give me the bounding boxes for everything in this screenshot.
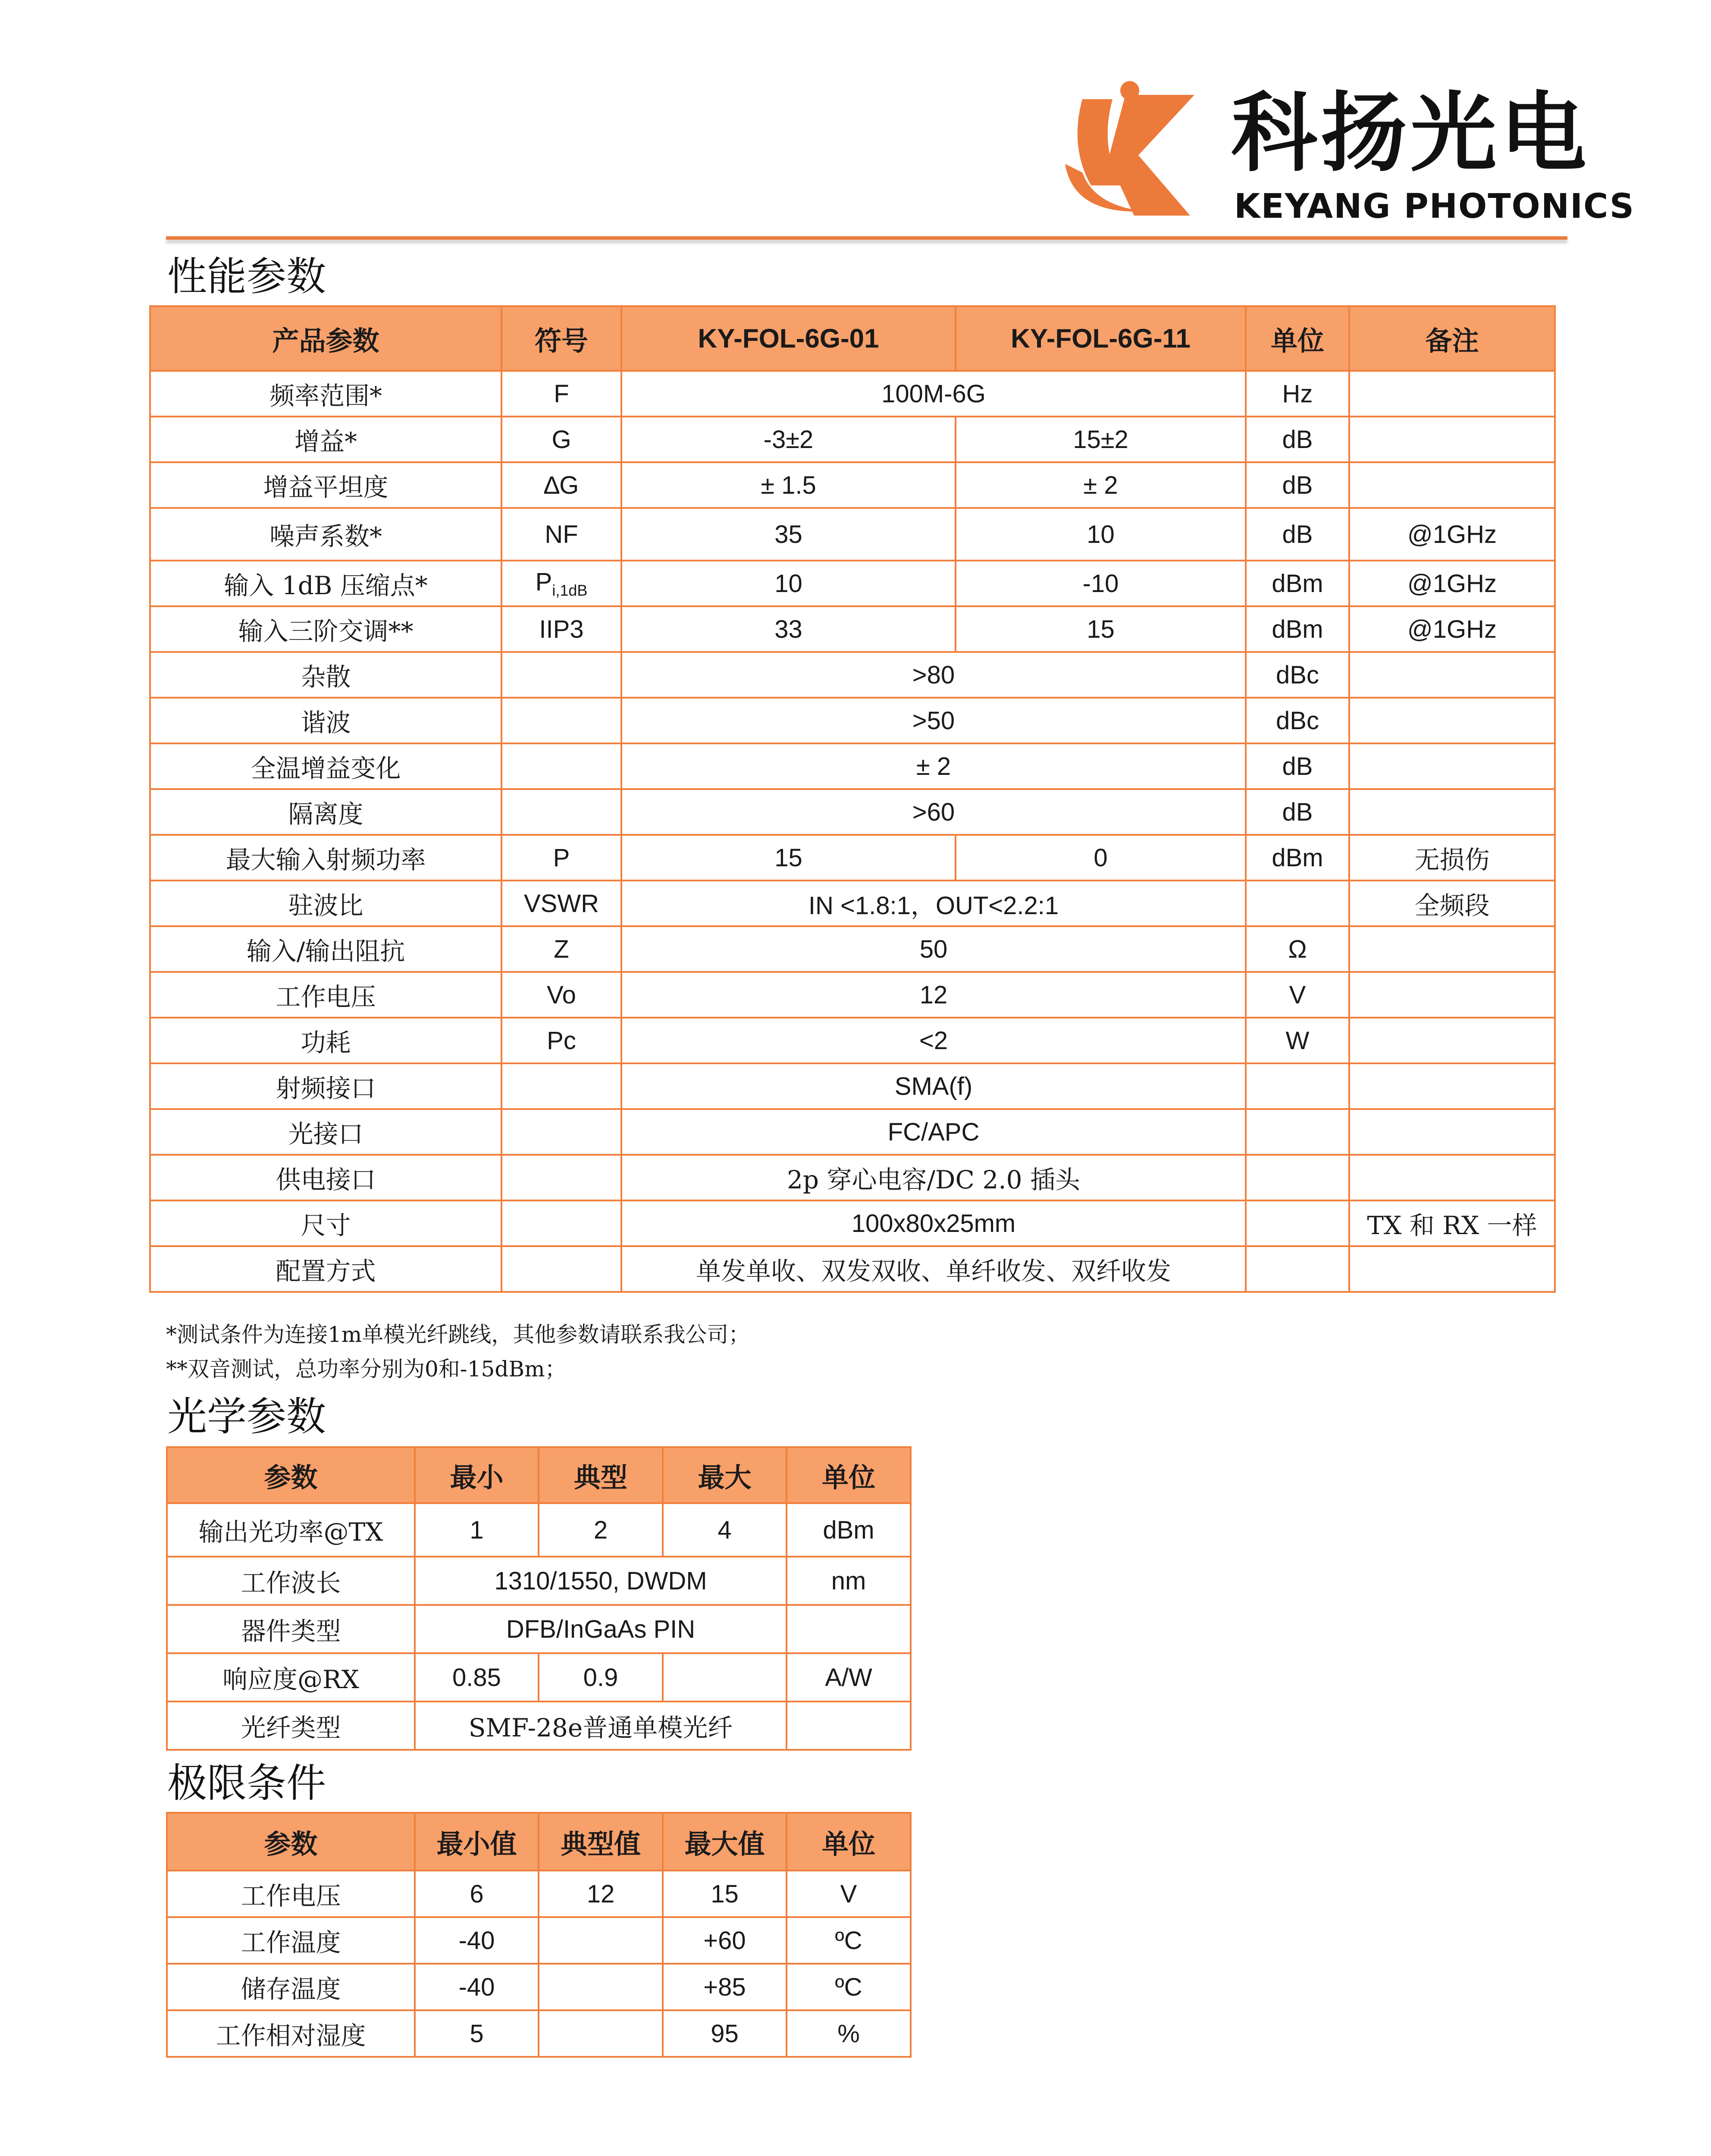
optical-row [167, 1702, 911, 1750]
param-cell: 噪声系数* [150, 508, 501, 561]
symbol-cell [501, 1063, 621, 1109]
param-cell: 工作波长 [167, 1557, 415, 1605]
unit-cell: dB [1246, 789, 1349, 835]
param-cell: 工作电压 [150, 972, 501, 1018]
performance-table [149, 305, 1556, 1293]
value-cell: 0.85 [415, 1653, 539, 1702]
performance-row [150, 652, 1555, 698]
symbol-cell: Z [501, 926, 621, 972]
value-cell: 95 [663, 2010, 787, 2057]
value-cell: 10 [621, 561, 956, 606]
note-cell [1349, 1018, 1555, 1063]
unit-cell: dB [1246, 508, 1349, 561]
value-cell: -10 [956, 561, 1246, 606]
unit-cell: nm [787, 1557, 911, 1605]
unit-cell: dBm [1246, 561, 1349, 606]
param-cell: 工作温度 [167, 1917, 415, 1964]
unit-cell: dB [1246, 743, 1349, 789]
unit-cell [787, 1605, 911, 1653]
value-cell [663, 1653, 787, 1702]
unit-cell: dB [1246, 417, 1349, 462]
symbol-cell: G [501, 417, 621, 462]
value-cell: IN <1.8:1，OUT<2.2:1 [621, 881, 1246, 926]
header-cell: 符号 [501, 306, 621, 371]
performance-row [150, 743, 1555, 789]
note-cell: @1GHz [1349, 606, 1555, 652]
value-cell: <2 [621, 1018, 1246, 1063]
limits-title: 极限条件 [167, 1760, 326, 1806]
header-cell: 最大值 [663, 1813, 787, 1871]
note-cell [1349, 1155, 1555, 1200]
value-cell: -40 [415, 1917, 539, 1964]
performance-row [150, 698, 1555, 743]
header-cell: 参数 [167, 1447, 415, 1503]
param-cell: 功耗 [150, 1018, 501, 1063]
value-cell: 15 [956, 606, 1246, 652]
unit-cell: V [787, 1871, 911, 1917]
optical-table [166, 1446, 912, 1751]
value-cell [539, 1917, 663, 1964]
header-cell: 最大 [663, 1447, 787, 1503]
unit-cell: dBc [1246, 652, 1349, 698]
limits-table [166, 1812, 912, 2058]
unit-cell [1246, 881, 1349, 926]
param-cell: 隔离度 [150, 789, 501, 835]
performance-row [150, 508, 1555, 561]
unit-cell: % [787, 2010, 911, 2057]
value-cell: +60 [663, 1917, 787, 1964]
header-cell: KY-FOL-6G-11 [956, 306, 1246, 371]
value-cell: FC/APC [621, 1109, 1246, 1155]
param-cell: 工作相对湿度 [167, 2010, 415, 2057]
company-logo [1056, 73, 1238, 229]
header-cell: 参数 [167, 1813, 415, 1871]
header-cell: 单位 [787, 1447, 911, 1503]
header-cell: 最小 [415, 1447, 539, 1503]
unit-cell: Hz [1246, 371, 1349, 417]
performance-row [150, 1155, 1555, 1200]
symbol-cell: F [501, 371, 621, 417]
header-cell: 单位 [787, 1813, 911, 1871]
note-cell [1349, 1063, 1555, 1109]
value-cell: 0 [956, 835, 1246, 881]
param-cell: 响应度@RX [167, 1653, 415, 1702]
value-cell: 6 [415, 1871, 539, 1917]
performance-row [150, 789, 1555, 835]
header-divider [166, 236, 1567, 240]
note-cell [1349, 1109, 1555, 1155]
symbol-cell [501, 698, 621, 743]
performance-row [150, 972, 1555, 1018]
unit-cell: W [1246, 1018, 1349, 1063]
note-cell [1349, 743, 1555, 789]
optical-row [167, 1557, 911, 1605]
value-cell: SMA(f) [621, 1063, 1246, 1109]
note-cell: @1GHz [1349, 508, 1555, 561]
performance-header-row [150, 306, 1555, 371]
value-cell: >60 [621, 789, 1246, 835]
unit-cell: dBm [1246, 606, 1349, 652]
limits-header-row [167, 1813, 911, 1871]
optical-header-row [167, 1447, 911, 1503]
unit-cell: ºC [787, 1964, 911, 2010]
param-cell: 最大输入射频功率 [150, 835, 501, 881]
param-cell: 输入 1dB 压缩点* [150, 561, 501, 606]
param-cell: 器件类型 [167, 1605, 415, 1653]
value-cell: DFB/InGaAs PIN [415, 1605, 787, 1653]
unit-cell: dBc [1246, 698, 1349, 743]
performance-row [150, 606, 1555, 652]
optical-row [167, 1653, 911, 1702]
value-cell [539, 2010, 663, 2057]
symbol-cell [501, 789, 621, 835]
unit-cell: dBm [787, 1503, 911, 1557]
unit-cell [1246, 1246, 1349, 1292]
performance-row [150, 1246, 1555, 1292]
value-cell: ± 1.5 [621, 462, 956, 508]
limits-row [167, 2010, 911, 2057]
value-cell: 单发单收、双发双收、单纤收发、双纤收发 [621, 1246, 1246, 1292]
param-cell: 配置方式 [150, 1246, 501, 1292]
performance-row [150, 835, 1555, 881]
symbol-cell [501, 743, 621, 789]
symbol-cell [501, 1109, 621, 1155]
unit-cell: V [1246, 972, 1349, 1018]
header-cell: 备注 [1349, 306, 1555, 371]
value-cell: 5 [415, 2010, 539, 2057]
note-cell: 无损伤 [1349, 835, 1555, 881]
note-cell [1349, 652, 1555, 698]
footnote: **双音测试，总功率分别为0和-15dBm； [166, 1357, 567, 1382]
unit-cell: dBm [1246, 835, 1349, 881]
optical-row [167, 1605, 911, 1653]
param-cell: 杂散 [150, 652, 501, 698]
value-cell: 12 [621, 972, 1246, 1018]
value-cell: +85 [663, 1964, 787, 2010]
unit-cell [1246, 1109, 1349, 1155]
performance-row [150, 926, 1555, 972]
header-cell: 单位 [1246, 306, 1349, 371]
symbol-cell: Vo [501, 972, 621, 1018]
value-cell: 4 [663, 1503, 787, 1557]
symbol-cell [501, 1155, 621, 1200]
note-cell: 全频段 [1349, 881, 1555, 926]
value-cell: 100M-6G [621, 371, 1246, 417]
value-cell: ± 2 [621, 743, 1246, 789]
optical-title: 光学参数 [167, 1394, 326, 1440]
note-cell [1349, 926, 1555, 972]
param-cell: 尺寸 [150, 1200, 501, 1246]
performance-title: 性能参数 [167, 254, 326, 300]
brand-name-cn: 科扬光电 [1231, 83, 1590, 184]
header-cell: KY-FOL-6G-01 [621, 306, 956, 371]
value-cell: 15 [663, 1871, 787, 1917]
unit-cell: dB [1246, 462, 1349, 508]
value-cell: 100x80x25mm [621, 1200, 1246, 1246]
param-cell: 增益平坦度 [150, 462, 501, 508]
performance-row [150, 417, 1555, 462]
unit-cell: A/W [787, 1653, 911, 1702]
value-cell [539, 1964, 663, 2010]
param-cell: 射频接口 [150, 1063, 501, 1109]
note-cell [1349, 698, 1555, 743]
performance-row [150, 371, 1555, 417]
symbol-cell: $P_{i,1dB}$ [501, 561, 621, 606]
note-cell: @1GHz [1349, 561, 1555, 606]
header-cell: 最小值 [415, 1813, 539, 1871]
value-cell: 33 [621, 606, 956, 652]
value-cell: SMF-28e普通单模光纤 [415, 1702, 787, 1750]
symbol-cell [501, 1246, 621, 1292]
value-cell: -3±2 [621, 417, 956, 462]
performance-row [150, 462, 1555, 508]
value-cell: 0.9 [539, 1653, 663, 1702]
unit-cell: ºC [787, 1917, 911, 1964]
note-cell [1349, 789, 1555, 835]
param-cell: 光接口 [150, 1109, 501, 1155]
symbol-cell: IIP3 [501, 606, 621, 652]
note-cell [1349, 417, 1555, 462]
param-cell: 供电接口 [150, 1155, 501, 1200]
param-cell: 增益* [150, 417, 501, 462]
performance-row [150, 1200, 1555, 1246]
optical-row [167, 1503, 911, 1557]
unit-cell [1246, 1063, 1349, 1109]
symbol-cell [501, 652, 621, 698]
param-cell: 频率范围* [150, 371, 501, 417]
performance-row [150, 881, 1555, 926]
note-cell [1349, 1246, 1555, 1292]
param-cell: 谐波 [150, 698, 501, 743]
value-cell: 2p 穿心电容/DC 2.0 插头 [621, 1155, 1246, 1200]
header-cell: 典型 [539, 1447, 663, 1503]
performance-row [150, 1063, 1555, 1109]
value-cell: 15±2 [956, 417, 1246, 462]
header-cell: 产品参数 [150, 306, 501, 371]
note-cell [1349, 462, 1555, 508]
param-cell: 输出光功率@TX [167, 1503, 415, 1557]
value-cell: 15 [621, 835, 956, 881]
note-cell [1349, 972, 1555, 1018]
value-cell: -40 [415, 1964, 539, 2010]
value-cell: 1 [415, 1503, 539, 1557]
param-cell: 光纤类型 [167, 1702, 415, 1750]
param-cell: 储存温度 [167, 1964, 415, 2010]
unit-cell [787, 1702, 911, 1750]
performance-row [150, 1018, 1555, 1063]
limits-row [167, 1964, 911, 2010]
symbol-cell: P [501, 835, 621, 881]
value-cell: 1310/1550, DWDM [415, 1557, 787, 1605]
value-cell: 50 [621, 926, 1246, 972]
param-cell: 工作电压 [167, 1871, 415, 1917]
limits-row [167, 1871, 911, 1917]
unit-cell: Ω [1246, 926, 1349, 972]
param-cell: 输入/输出阻抗 [150, 926, 501, 972]
symbol-cell [501, 1200, 621, 1246]
value-cell: ± 2 [956, 462, 1246, 508]
symbol-cell: VSWR [501, 881, 621, 926]
note-cell: TX 和 RX 一样 [1349, 1200, 1555, 1246]
param-cell: 全温增益变化 [150, 743, 501, 789]
note-cell [1349, 371, 1555, 417]
unit-cell [1246, 1200, 1349, 1246]
param-cell: 驻波比 [150, 881, 501, 926]
performance-row [150, 1109, 1555, 1155]
param-cell: 输入三阶交调** [150, 606, 501, 652]
value-cell: >50 [621, 698, 1246, 743]
symbol-cell: Pc [501, 1018, 621, 1063]
performance-row [150, 561, 1555, 606]
symbol-cell: NF [501, 508, 621, 561]
limits-row [167, 1917, 911, 1964]
value-cell: 12 [539, 1871, 663, 1917]
value-cell: >80 [621, 652, 1246, 698]
value-cell: 35 [621, 508, 956, 561]
symbol-cell: ∆G [501, 462, 621, 508]
header-cell: 典型值 [539, 1813, 663, 1871]
value-cell: 10 [956, 508, 1246, 561]
brand-name-en: KEYANG PHOTONICS [1234, 187, 1635, 226]
unit-cell [1246, 1155, 1349, 1200]
footnote: *测试条件为连接1m单模光纤跳线，其他参数请联系我公司； [166, 1322, 750, 1347]
value-cell: 2 [539, 1503, 663, 1557]
